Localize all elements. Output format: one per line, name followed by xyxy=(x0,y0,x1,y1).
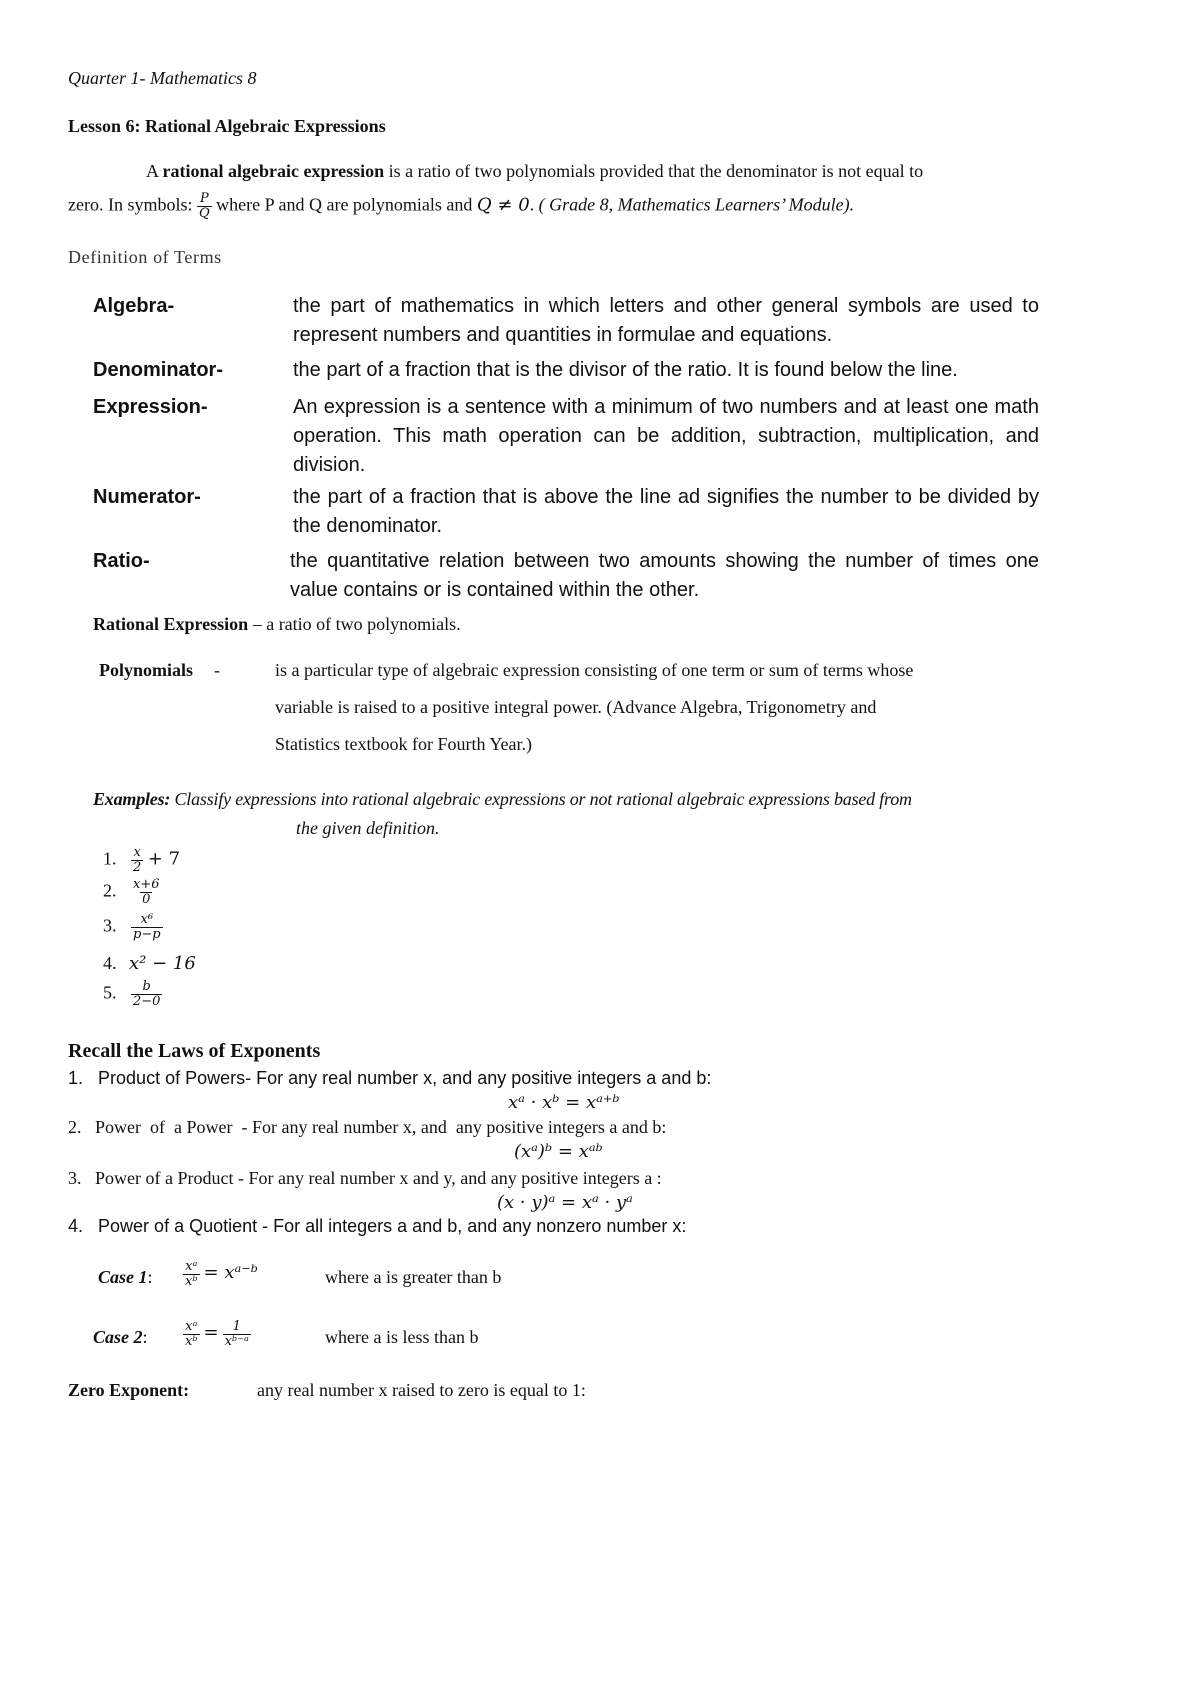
example-number: 4. xyxy=(103,953,117,973)
law-text: Power of a Quotient - For all integers a and b, and any nonzero number x: xyxy=(98,1216,687,1236)
term-ratio: Ratio- xyxy=(93,550,150,572)
case-2 xyxy=(93,1327,148,1348)
term-expression: Expression- xyxy=(93,396,208,418)
example-item-3 xyxy=(103,913,163,942)
document-header: Quarter 1- Mathematics 8 xyxy=(68,68,257,88)
zero-exponent-text: any real number x raised to zero is equal to 1: xyxy=(257,1380,586,1400)
equals-sign: = xyxy=(203,1322,219,1344)
case-colon: : xyxy=(142,1327,148,1347)
definition-expression: An expression is a sentence with a minimum of two numbers and at least one math operation. This math operation can be addition, subtraction, multiplication, and division. xyxy=(293,396,1039,476)
intro-text: . xyxy=(529,194,539,215)
example-fraction xyxy=(131,878,162,907)
lesson-title: Lesson 6: Rational Algebraic Expressions xyxy=(68,116,386,136)
fraction-denominator: xᵇ xyxy=(185,1274,198,1289)
fraction-denominator: Q xyxy=(198,206,210,221)
law-item-3 xyxy=(68,1168,662,1189)
case-colon: : xyxy=(147,1267,153,1287)
definition-algebra: the part of mathematics in which letters and other general symbols are used to represent numbers and quantities in formulae and equations. xyxy=(293,295,1039,346)
zero-exponent-label: Zero Exponent: xyxy=(68,1380,190,1400)
definition-polynomials-line-2: variable is raised to a positive integral power. (Advance Algebra, Trigonometry and xyxy=(275,697,877,717)
term-algebra: Algebra- xyxy=(93,295,175,317)
fraction-denominator: 0 xyxy=(142,892,151,907)
law-number: 1. xyxy=(68,1068,84,1088)
law-number: 4. xyxy=(68,1216,84,1236)
examples-instruction-line-2: the given definition. xyxy=(296,818,440,838)
law-number: 3. xyxy=(68,1168,82,1188)
example-term: + 7 xyxy=(147,848,181,870)
fraction-denominator: xᵇ⁻ᵃ xyxy=(224,1334,249,1349)
intro-reference: ( Grade 8, Mathematics Learners’ Module). xyxy=(538,194,855,215)
polynomials-dash: - xyxy=(214,660,220,680)
example-number: 2. xyxy=(103,880,117,901)
fraction-numerator: 1 xyxy=(232,1319,241,1334)
example-fraction xyxy=(131,846,143,875)
fraction-numerator: xᵃ xyxy=(185,1319,198,1334)
example-item-1 xyxy=(103,846,180,875)
fraction-numerator: xᵃ xyxy=(185,1259,198,1274)
law-formula-1: xᵃ · xᵇ = xᵃ⁺ᵇ xyxy=(508,1092,620,1113)
definition-polynomials-line-3: Statistics textbook for Fourth Year.) xyxy=(275,734,532,754)
intro-bold-term: rational algebraic expression xyxy=(162,161,385,181)
fraction-p-over-q xyxy=(197,192,212,221)
term-rational-expression: Rational Expression xyxy=(93,614,249,634)
definition-polynomials-line-1: is a particular type of algebraic expression consisting of one term or sum of terms whose xyxy=(275,660,914,680)
examples-instruction xyxy=(93,789,912,810)
fraction-numerator: b xyxy=(142,979,151,994)
fraction-denominator: 2 xyxy=(133,860,142,875)
intro-text: is a ratio of two polynomials provided that the denominator is not equal to xyxy=(384,161,924,181)
law-item-2 xyxy=(68,1117,666,1138)
example-item-2 xyxy=(103,878,162,907)
intro-text: where P and Q are polynomials and xyxy=(211,194,477,215)
fraction-numerator: P xyxy=(199,191,209,206)
case-1-rhs: = xᵃ⁻ᵇ xyxy=(203,1262,258,1284)
law-number: 2. xyxy=(68,1117,82,1137)
intro-line-1 xyxy=(146,161,923,182)
example-fraction xyxy=(131,980,162,1009)
reciprocal-fraction xyxy=(223,1320,251,1349)
example-number: 5. xyxy=(103,982,117,1003)
example-fraction xyxy=(131,913,163,942)
example-item-4 xyxy=(103,953,196,974)
case-label: Case 1 xyxy=(98,1267,148,1287)
fraction-denominator: 2−0 xyxy=(133,994,161,1009)
rational-expression-definition xyxy=(93,614,461,635)
case-label: Case 2 xyxy=(93,1327,143,1347)
law-formula-3: (x · y)ᵃ = xᵃ · yᵃ xyxy=(497,1192,633,1213)
definition-ratio: the quantitative relation between two amounts showing the number of times one value contains or is contained within the other. xyxy=(290,550,1039,601)
definitions-heading: Definition of Terms xyxy=(68,247,222,267)
example-number: 1. xyxy=(103,848,117,869)
fraction-denominator: p−p xyxy=(133,927,161,942)
fraction-denominator: xᵇ xyxy=(185,1334,198,1349)
law-text: Power of a Power - For any real number x, and any positive integers a and b: xyxy=(95,1117,667,1137)
fraction-numerator: x+6 xyxy=(133,877,160,892)
definition-rational-expression: – a ratio of two polynomials. xyxy=(248,614,461,634)
case-2-formula xyxy=(183,1320,251,1349)
definition-denominator: the part of a fraction that is the divisor of the ratio. It is found below the line. xyxy=(293,359,958,381)
intro-line-2 xyxy=(68,192,854,221)
term-denominator: Denominator- xyxy=(93,359,223,381)
laws-heading: Recall the Laws of Exponents xyxy=(68,1040,321,1062)
intro-text: A xyxy=(146,161,163,181)
quotient-fraction xyxy=(183,1320,200,1349)
fraction-numerator: x⁶ xyxy=(140,912,154,927)
math-inline: Q ≠ 0 xyxy=(476,194,530,216)
law-text: Power of a Product - For any real number x and y, and any positive integers a : xyxy=(95,1168,662,1188)
examples-label: Examples: xyxy=(93,789,171,809)
term-numerator: Numerator- xyxy=(93,486,201,508)
case-2-note: where a is less than b xyxy=(325,1327,479,1347)
term-polynomials: Polynomials xyxy=(99,660,194,680)
example-item-5 xyxy=(103,980,162,1009)
case-1-note: where a is greater than b xyxy=(325,1267,502,1287)
law-item-1 xyxy=(68,1068,711,1089)
law-text: Product of Powers- For any real number x, and any positive integers a and b: xyxy=(98,1068,712,1088)
law-item-4 xyxy=(68,1216,686,1237)
definition-numerator: the part of a fraction that is above the line ad signifies the number to be divided by the denominator. xyxy=(293,486,1039,537)
fraction-numerator: x xyxy=(133,845,141,860)
examples-instruction-text: Classify expressions into rational algebraic expressions or not rational algebraic expressions based from xyxy=(170,789,912,809)
case-1 xyxy=(98,1267,153,1288)
quotient-fraction xyxy=(183,1260,200,1289)
example-expression: x² − 16 xyxy=(129,953,196,974)
example-number: 3. xyxy=(103,915,117,936)
intro-text: zero. In symbols: xyxy=(68,194,197,215)
law-formula-2: (xᵃ)ᵇ = xᵃᵇ xyxy=(514,1141,603,1162)
case-1-formula xyxy=(183,1260,258,1289)
